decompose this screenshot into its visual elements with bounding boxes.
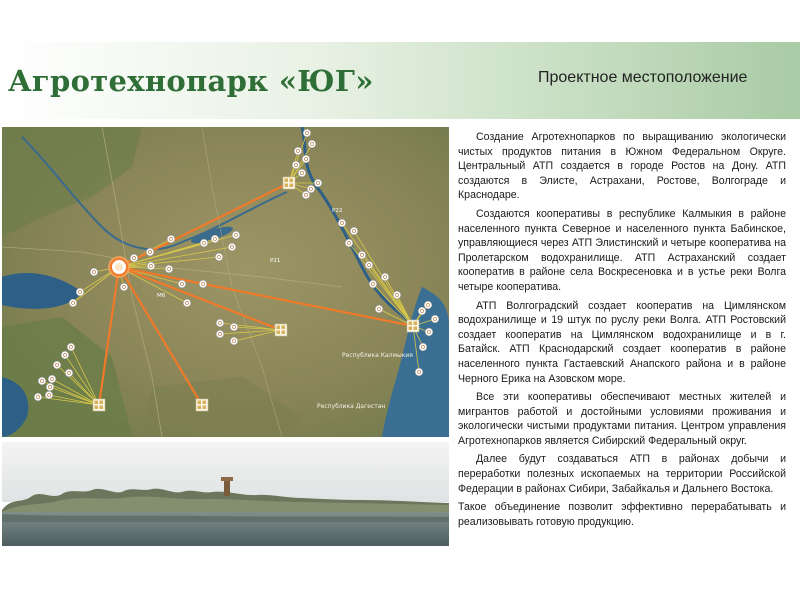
node-marker-icon[interactable] (345, 239, 353, 247)
node-marker-icon[interactable] (419, 343, 427, 351)
node-marker-icon[interactable] (199, 280, 207, 288)
node-marker-icon[interactable] (230, 337, 238, 345)
photo-tower-top (221, 477, 233, 481)
node-marker-icon[interactable] (45, 391, 53, 399)
route-map[interactable] (2, 127, 449, 437)
node-marker-icon[interactable] (215, 253, 223, 261)
map-label-region: Республика Дагестан (317, 403, 386, 410)
node-marker-icon[interactable] (230, 323, 238, 331)
paragraph: АТП Волгоградский создает кооператив на Цимлянском водохранилище и 19 штук по руслу реки Волга. АТП Ростовский создает кооператив на Цимлянском водохранилище и в г. Батайск. АТП Краснодарский создает кооператив в районе населенного пункта Гастаевский Анапского района и в районе Черного Ерика на Азовском море. (458, 299, 786, 385)
node-marker-icon[interactable] (303, 129, 311, 137)
node-marker-icon[interactable] (61, 351, 69, 359)
node-marker-icon[interactable] (120, 283, 128, 291)
node-marker-icon[interactable] (308, 140, 316, 148)
node-marker-icon[interactable] (393, 291, 401, 299)
node-marker-icon[interactable] (147, 262, 155, 270)
landscape-photo (2, 442, 449, 546)
node-marker-icon[interactable] (302, 191, 310, 199)
node-marker-icon[interactable] (216, 319, 224, 327)
node-marker-icon[interactable] (146, 248, 154, 256)
node-marker-icon[interactable] (294, 147, 302, 155)
node-marker-icon[interactable] (424, 301, 432, 309)
node-marker-icon[interactable] (314, 179, 322, 187)
node-marker-icon[interactable] (292, 161, 300, 169)
page-title: Агротехнопарк «ЮГ» (8, 64, 374, 98)
node-marker-icon[interactable] (76, 288, 84, 296)
node-marker-icon[interactable] (200, 239, 208, 247)
paragraph: Все эти кооперативы обеспечивают местных жителей и мигрантов работой и достойными условиями проживания и экологически чистыми продуктами питания. Центром управления Агротехнопарков является Сибирский Федеральный округ. (458, 391, 786, 447)
node-marker-icon[interactable] (65, 369, 73, 377)
paragraph: Такое объединение позволит эффективно перерабатывать и реализовывать готовую продукцию. (458, 501, 786, 528)
map-label-road: M6 (157, 293, 166, 299)
hub-icon[interactable] (93, 399, 105, 411)
hub-icon[interactable] (275, 324, 287, 336)
node-marker-icon[interactable] (431, 315, 439, 323)
paragraph: Создаются кооперативы в республике Калмыкия в районе населенного пункта Северное и населенного пункта Бабинское, управляющиеся через АТП Элистинский и четыре кооператива на Пролетарском водохранилище. АТП Астраханский создает кооператив в районе села Воскресеновка и в устье реки Волга четыре кооператива. (458, 207, 786, 293)
node-marker-icon[interactable] (381, 273, 389, 281)
node-marker-icon[interactable] (48, 375, 56, 383)
node-marker-icon[interactable] (425, 328, 433, 336)
node-marker-icon[interactable] (415, 368, 423, 376)
node-marker-icon[interactable] (350, 227, 358, 235)
node-marker-icon[interactable] (358, 251, 366, 259)
node-marker-icon[interactable] (232, 231, 240, 239)
node-marker-icon[interactable] (46, 383, 54, 391)
node-marker-icon[interactable] (298, 169, 306, 177)
main-hub-icon[interactable] (108, 256, 130, 278)
node-marker-icon[interactable] (183, 299, 191, 307)
node-marker-icon[interactable] (338, 219, 346, 227)
node-marker-icon[interactable] (34, 393, 42, 401)
node-marker-icon[interactable] (90, 268, 98, 276)
hub-icon[interactable] (196, 399, 208, 411)
map-label-road: P21 (270, 258, 281, 264)
node-marker-icon[interactable] (418, 307, 426, 315)
node-marker-icon[interactable] (228, 243, 236, 251)
node-marker-icon[interactable] (38, 377, 46, 385)
node-marker-icon[interactable] (165, 265, 173, 273)
node-marker-icon[interactable] (375, 305, 383, 313)
node-marker-icon[interactable] (178, 280, 186, 288)
map-label-region: Республика Калмыкия (342, 352, 413, 359)
photo-tower (224, 480, 230, 496)
node-marker-icon[interactable] (53, 361, 61, 369)
node-marker-icon[interactable] (167, 235, 175, 243)
hub-icon[interactable] (407, 320, 419, 332)
node-marker-icon[interactable] (216, 330, 224, 338)
map-label-road: P22 (332, 208, 343, 214)
node-marker-icon[interactable] (302, 155, 310, 163)
hub-icon[interactable] (283, 177, 295, 189)
node-marker-icon[interactable] (365, 261, 373, 269)
node-marker-icon[interactable] (67, 343, 75, 351)
node-marker-icon[interactable] (369, 280, 377, 288)
node-marker-icon[interactable] (211, 235, 219, 243)
paragraph: Далее будут создаваться АТП в районах добычи и переработки полезных ископаемых на территории Российской Федерации в районах Сибири, Забайкалья и Дальнего Востока. (458, 453, 786, 495)
page-subtitle: Проектное местоположение (538, 69, 748, 86)
paragraph: Создание Агротехнопарков по выращиванию экологически чистых продуктов питания в Южном Федеральном Округе. Центральный АТП создается в городе Ростов на Дону. АТП создаются в Элисте, Астрахани, Ростове, Волгограде и Краснодаре. (458, 131, 786, 202)
node-marker-icon[interactable] (130, 254, 138, 262)
node-marker-icon[interactable] (69, 299, 77, 307)
description-text (458, 130, 786, 533)
